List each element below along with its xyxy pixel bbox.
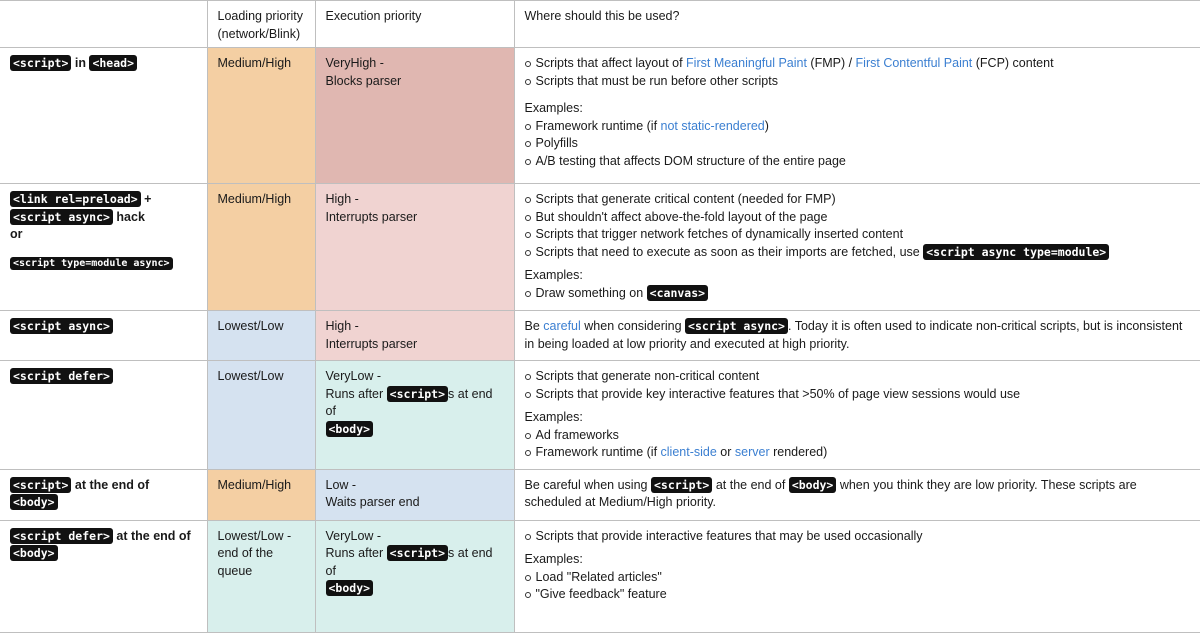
header-loading-priority [207, 1, 315, 48]
exec-effect: Blocks parser [325, 73, 402, 88]
link-not-static-rendered[interactable]: not static-rendered [660, 118, 765, 133]
exec-effect: Interrupts parser [325, 336, 418, 351]
list-item: Scripts that generate critical content (needed for FMP) [525, 191, 1191, 209]
text: Framework runtime (if [535, 118, 661, 133]
exec-level: VeryHigh - [325, 56, 384, 70]
text: . Today it is often used to indicate non-critical scripts, but is inconsistent in being loaded at low priority and executed at high priority. [524, 319, 1183, 351]
row-technique [0, 311, 207, 361]
examples-list [525, 118, 1191, 171]
code-tag: <script> [387, 545, 448, 561]
technique-text: at the end of [112, 528, 191, 543]
list-item: "Give feedback" feature [525, 586, 1191, 604]
examples-list [525, 427, 1191, 462]
execution-priority-cell [315, 469, 514, 520]
row-technique [0, 361, 207, 470]
link-careful[interactable]: careful [543, 319, 581, 333]
examples-label: Examples: [524, 552, 583, 566]
header-loading-line1: Loading priority [217, 9, 303, 23]
exec-effect: Interrupts parser [325, 209, 418, 224]
text: Scripts that affect layout of [535, 56, 687, 70]
examples-label: Examples: [524, 101, 583, 115]
list-item [525, 285, 1191, 303]
exec-effect: Waits parser end [325, 495, 420, 509]
code-tag: <body> [326, 421, 374, 437]
table-row [0, 520, 1200, 632]
code-tag: <script async> [10, 209, 113, 225]
code-tag: <script defer> [10, 368, 113, 384]
text: (FMP) / [806, 56, 856, 70]
list-item: Scripts that provide key interactive features that >50% of page view sessions would use [525, 386, 1191, 404]
loading-priority-cell [207, 520, 315, 632]
link-first-meaningful-paint[interactable]: First Meaningful Paint [686, 56, 807, 70]
list-item [525, 244, 1191, 262]
table-row [0, 361, 1200, 470]
text: ) [764, 118, 769, 133]
loading-priority-cell: Medium/High [207, 469, 315, 520]
link-first-contentful-paint[interactable]: First Contentful Paint [855, 56, 973, 70]
exec-effect: Runs after [325, 386, 387, 401]
usage-cell [514, 48, 1200, 184]
code-tag: <script> [651, 477, 712, 493]
usage-cell [514, 361, 1200, 470]
table-row [0, 48, 1200, 184]
examples-list [525, 569, 1191, 604]
list-item: Polyfills [525, 135, 1191, 153]
exec-effect: s at end of [325, 546, 493, 578]
header-row [0, 1, 1200, 48]
text: Framework runtime (if [535, 445, 661, 459]
code-tag: <script> [10, 55, 71, 71]
table-row [0, 469, 1200, 520]
text: Be [524, 319, 544, 333]
code-tag: <body> [10, 494, 58, 510]
text: when considering [580, 319, 686, 333]
list-item: But shouldn't affect above-the-fold layout of the page [525, 209, 1191, 227]
text: when you think they are low priority. These scripts are scheduled at Medium/High priority. [524, 477, 1137, 509]
text: or [716, 445, 735, 459]
code-tag: <canvas> [647, 285, 708, 301]
technique-text: + [140, 192, 152, 206]
text: Scripts that need to execute as soon as their imports are fetched, use [535, 244, 924, 259]
code-tag: <script async> [10, 318, 113, 334]
code-tag: <script defer> [10, 528, 113, 544]
loading-note: end of the [217, 546, 274, 560]
loading-priority-cell: Medium/High [207, 48, 315, 184]
row-technique [0, 520, 207, 632]
header-col1 [0, 1, 207, 48]
technique-text: in [71, 56, 90, 70]
code-tag: <script async type=module> [923, 244, 1109, 260]
row-technique [0, 48, 207, 184]
exec-effect: s at end of [325, 386, 493, 418]
loading-note: queue [217, 563, 253, 578]
list-item [525, 118, 1191, 136]
examples-label: Examples: [524, 410, 583, 424]
list-item: Ad frameworks [525, 427, 1191, 445]
examples-label: Examples: [524, 268, 583, 282]
exec-level: Low - [325, 477, 357, 492]
row-technique [0, 469, 207, 520]
technique-text: or [10, 227, 23, 241]
usage-list [525, 528, 1191, 546]
table-row [0, 311, 1200, 361]
examples-list [525, 285, 1191, 303]
header-execution-priority: Execution priority [315, 1, 514, 48]
loading-priority-cell: Medium/High [207, 184, 315, 311]
code-tag: <script> [10, 477, 71, 493]
code-tag: <script> [387, 386, 448, 402]
usage-list [525, 55, 1191, 90]
list-item: Scripts that provide interactive features that may be used occasionally [525, 528, 1191, 546]
usage-cell [514, 311, 1200, 361]
technique-text: hack [112, 209, 145, 224]
link-server[interactable]: server [734, 445, 770, 459]
list-item: Scripts that generate non-critical content [525, 368, 1191, 386]
header-loading-line2: (network/Blink) [217, 26, 301, 41]
code-tag: <body> [10, 545, 58, 561]
code-tag: <link rel=preload> [10, 191, 141, 207]
text: Be careful when using [524, 477, 651, 492]
list-item: A/B testing that affects DOM structure of the entire page [525, 153, 1191, 171]
usage-cell [514, 184, 1200, 311]
header-where-used: Where should this be used? [514, 1, 1200, 48]
usage-cell [514, 469, 1200, 520]
text: rendered) [769, 445, 828, 459]
loading-priority-cell: Lowest/Low [207, 361, 315, 470]
list-item: Load "Related articles" [525, 569, 1191, 587]
execution-priority-cell [315, 184, 514, 311]
table-row [0, 184, 1200, 311]
loading-level: Lowest/Low - [217, 528, 292, 543]
code-tag: <script async> [685, 318, 788, 334]
execution-priority-cell [315, 311, 514, 361]
list-item [525, 55, 1191, 73]
text: Draw something on [535, 285, 647, 300]
list-item: Scripts that trigger network fetches of dynamically inserted content [525, 226, 1191, 244]
exec-level: VeryLow - [325, 369, 382, 383]
row-technique [0, 184, 207, 311]
code-tag: <script type=module async> [10, 257, 173, 270]
technique-text: at the end of [71, 477, 150, 492]
execution-priority-cell [315, 48, 514, 184]
exec-level: VeryLow - [325, 528, 382, 543]
usage-list [525, 368, 1191, 403]
code-tag: <head> [89, 55, 137, 71]
text: at the end of [712, 477, 789, 492]
exec-level: High - [325, 319, 359, 333]
execution-priority-cell [315, 520, 514, 632]
text: (FCP) content [972, 56, 1054, 70]
usage-cell [514, 520, 1200, 632]
list-item [525, 444, 1191, 462]
execution-priority-cell [315, 361, 514, 470]
link-client-side[interactable]: client-side [660, 445, 717, 459]
exec-level: High - [325, 192, 359, 206]
code-tag: <body> [789, 477, 837, 493]
list-item: Scripts that must be run before other scripts [525, 73, 1191, 91]
exec-effect: Runs after [325, 546, 387, 560]
code-tag: <body> [326, 580, 374, 596]
loading-priority-cell: Lowest/Low [207, 311, 315, 361]
usage-list [525, 191, 1191, 261]
